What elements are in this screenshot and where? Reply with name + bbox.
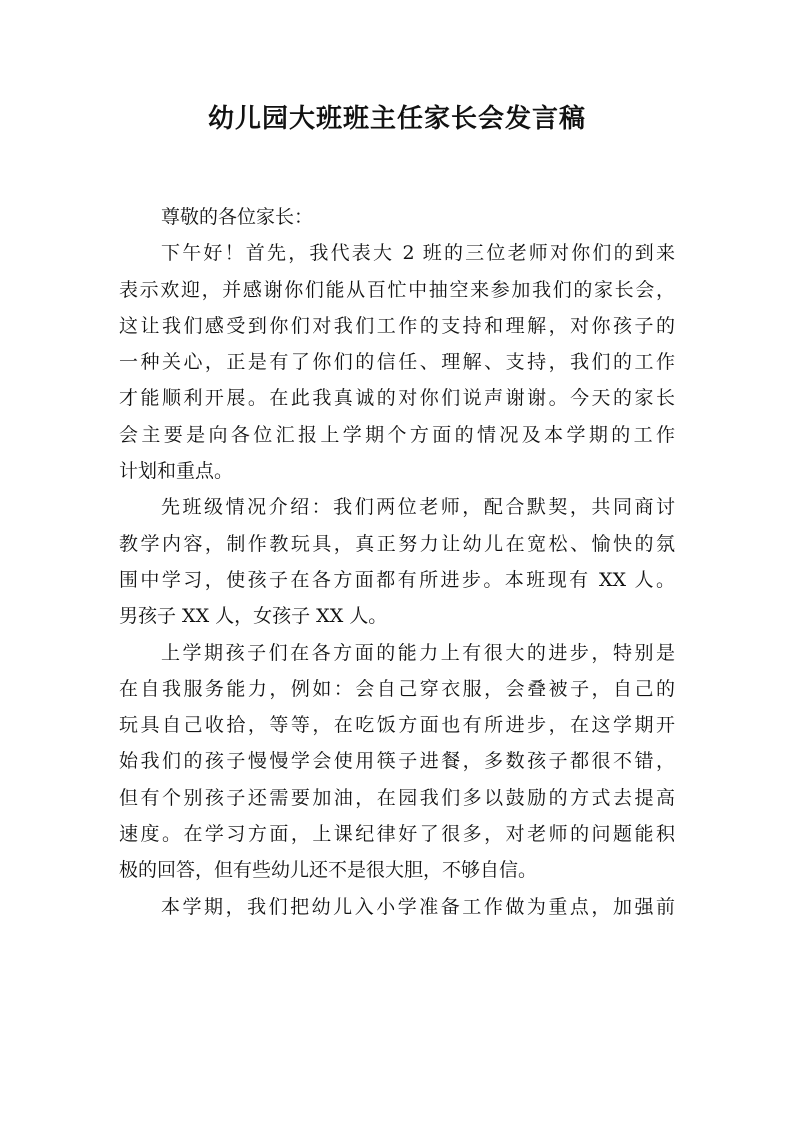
- paragraph-line: 教学内容，制作教玩具，真正努力让幼儿在宽松、愉快的氛: [119, 532, 675, 555]
- paragraph-line: 在自我服务能力，例如：会自己穿衣服，会叠被子，自己的: [119, 677, 675, 700]
- paragraph-line: 上学期孩子们在各方面的能力上有很大的进步，特别是: [161, 641, 675, 664]
- paragraph-line: 围中学习，使孩子在各方面都有所进步。本班现有 XX 人。: [119, 568, 675, 591]
- paragraph-line: 一种关心，正是有了你们的信任、理解、支持，我们的工作: [119, 351, 675, 374]
- paragraph-line: 计划和重点。: [119, 460, 234, 483]
- paragraph-line: 才能顺利开展。在此我真诚的对你们说声谢谢。今天的家长: [119, 387, 675, 410]
- paragraph-line: 会主要是向各位汇报上学期个方面的情况及本学期的工作: [119, 423, 675, 446]
- greeting-line: 尊敬的各位家长：: [161, 206, 314, 228]
- paragraph-line: 男孩子 XX 人，女孩子 XX 人。: [119, 605, 388, 628]
- paragraph-line: 速度。在学习方面，上课纪律好了很多，对老师的问题能积: [119, 823, 675, 846]
- paragraph-line: 极的回答，但有些幼儿还不是很大胆，不够自信。: [119, 859, 538, 882]
- paragraph-line: 表示欢迎，并感谢你们能从百忙中抽空来参加我们的家长会，: [119, 278, 675, 301]
- paragraph-line: 本学期，我们把幼儿入小学准备工作做为重点，加强前: [161, 895, 675, 918]
- document-title: 幼儿园大班班主任家长会发言稿: [207, 104, 586, 134]
- paragraph-line: 这让我们感受到你们对我们工作的支持和理解，对你孩子的: [119, 314, 675, 337]
- document-body: [119, 199, 675, 925]
- paragraph-line: 先班级情况介绍：我们两位老师，配合默契，共同商讨: [161, 496, 675, 519]
- paragraph-line: 下午好！首先，我代表大 2 班的三位老师对你们的到来: [161, 242, 675, 265]
- paragraph-line: 始我们的孩子慢慢学会使用筷子进餐，多数孩子都很不错，: [119, 750, 675, 773]
- paragraph-line: 玩具自己收拾，等等，在吃饭方面也有所进步，在这学期开: [119, 714, 675, 737]
- paragraph-line: 但有个别孩子还需要加油，在园我们多以鼓励的方式去提高: [119, 786, 675, 809]
